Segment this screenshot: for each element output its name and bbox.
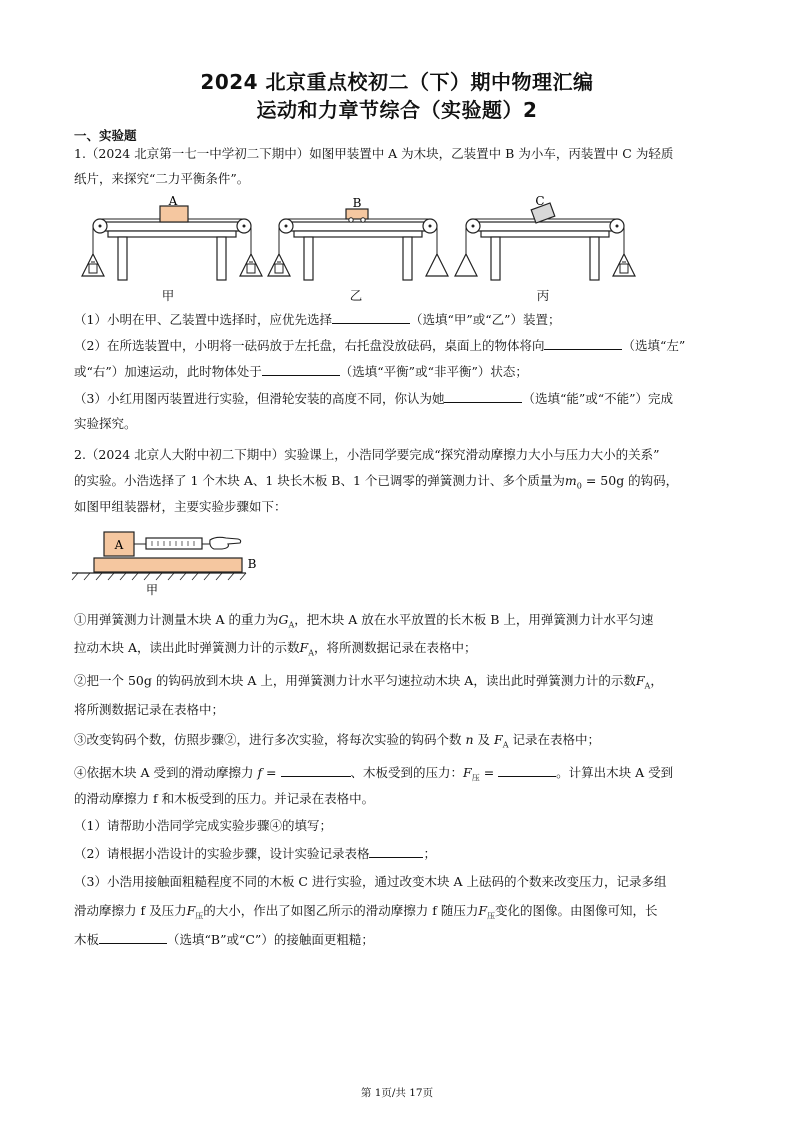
board-b: [94, 558, 242, 572]
setup-bing: [455, 203, 635, 280]
setup-jia: [82, 206, 262, 280]
answer-blank[interactable]: [369, 845, 423, 858]
q2-intro-line1: 2.（2024 北京人大附中初二下期中）实验课上，小浩同学要完成“探究滑动摩擦力大小与压力大小的关系”: [74, 447, 660, 462]
q2-step1: ①用弹簧测力计测量木块 A 的重力为$G_A$，把木块 A 放在水平放置的长木板 B 上，用弹簧测力计水平匀速: [74, 612, 654, 630]
page-title: 2024 北京重点校初二（下）期中物理汇编: [200, 70, 594, 94]
label-a: A: [114, 538, 124, 552]
label-b: B: [352, 196, 362, 210]
q2-step1-cont: 拉动木块 A，读出此时弹簧测力计的示数$F_A$，将所测数据记录在表格中；: [74, 640, 477, 658]
q2-figure: [70, 528, 270, 598]
hand-icon: [210, 537, 241, 549]
answer-blank[interactable]: [332, 311, 410, 324]
q1-part3: （3）小红用图丙装置进行实验，但滑轮安装的高度不同，你认为她 （选填“能”或“不能”）完成: [74, 391, 674, 406]
label-a: A: [168, 194, 178, 208]
answer-blank[interactable]: [444, 390, 522, 403]
q2-step3: ③改变钩码个数，仿照步骤②，进行多次实验，将每次实验的钩码个数 n 及 $F_A$ 记录在表格中；: [74, 732, 600, 750]
q2-part2: （2）请根据小浩设计的实验步骤，设计实验记录表格 ；: [74, 846, 436, 861]
page-footer: 第 1页/共 17页: [360, 1087, 434, 1099]
answer-blank[interactable]: [99, 931, 167, 944]
caption-jia: 甲: [161, 288, 175, 303]
setup-yi: [268, 209, 448, 280]
q1-intro-line2: 纸片，来探究“二力平衡条件”。: [74, 171, 250, 186]
caption-bing: 丙: [536, 288, 550, 303]
q2-part3-cont: 滑动摩擦力 f 及压力$F_压$的大小，作出了如图乙所示的滑动摩擦力 f 随压力$F_压$变化的图像。由图像可知，长: [74, 903, 658, 921]
label-b: B: [247, 557, 257, 571]
answer-blank[interactable]: [498, 764, 556, 777]
q2-step2: ②把一个 50g 的钩码放到木块 A 上，用弹簧测力计水平匀速拉动木块 A，读出此时弹簧测力计的示数$F_A$，: [74, 673, 663, 691]
q1-intro-line1: 1.（2024 北京第一七一中学初二下期中）如图甲装置中 A 为木块，乙装置中 B 为小车，丙装置中 C 为轻质: [74, 146, 674, 161]
q2-step4-cont: 的滑动摩擦力 f 和木板受到的压力。并记录在表格中。: [74, 791, 375, 806]
q1-part2: （2）在所选装置中，小明将一砝码放于左托盘，右托盘没放砝码，桌面上的物体将向 （选填“左”: [74, 338, 686, 353]
answer-blank[interactable]: [281, 764, 351, 777]
answer-blank[interactable]: [262, 363, 340, 376]
q1-part2-cont: 或“右”）加速运动，此时物体处于 （选填“平衡”或“非平衡”）状态；: [74, 364, 528, 379]
spring-scale: [146, 538, 202, 549]
q2-step2-cont: 将所测数据记录在表格中；: [74, 702, 225, 717]
answer-blank[interactable]: [544, 337, 622, 350]
q1-part3-cont: 实验探究。: [74, 416, 137, 431]
section-heading: 一、实验题: [74, 128, 137, 143]
q2-part3-cont2: 木板 （选填“B”或“C”）的接触面更粗糙；: [74, 932, 374, 947]
q1-part1: （1）小明在甲、乙装置中选择时，应优先选择 （选填“甲”或“乙”）装置；: [74, 312, 561, 327]
cart-b: [346, 209, 368, 219]
q2-part3: （3）小浩用接触面粗糙程度不同的木板 C 进行实验，通过改变木块 A 上砝码的个数来改变压力，记录多组: [74, 874, 667, 889]
q2-step4: ④依据木块 A 受到的滑动摩擦力 f = 、木板受到的压力：$F_压$ = 。计算出木块 A 受到: [74, 765, 674, 783]
q2-intro-line2: 的实验。小浩选择了 1 个木块 A、1 块长木板 B、1 个已调零的弹簧测力计、多个质量为$m_0 = 50g$ 的钩码，: [74, 473, 679, 491]
caption-jia: 甲: [145, 583, 159, 597]
label-c: C: [535, 194, 545, 208]
q2-part1: （1）请帮助小浩同学完成实验步骤④的填写；: [74, 818, 332, 833]
caption-yi: 乙: [349, 288, 363, 303]
q2-intro-line3: 如图甲组装器材，主要实验步骤如下：: [74, 499, 287, 514]
block-a: [160, 206, 188, 222]
page-subtitle: 运动和力章节综合（实验题）2: [256, 98, 538, 122]
